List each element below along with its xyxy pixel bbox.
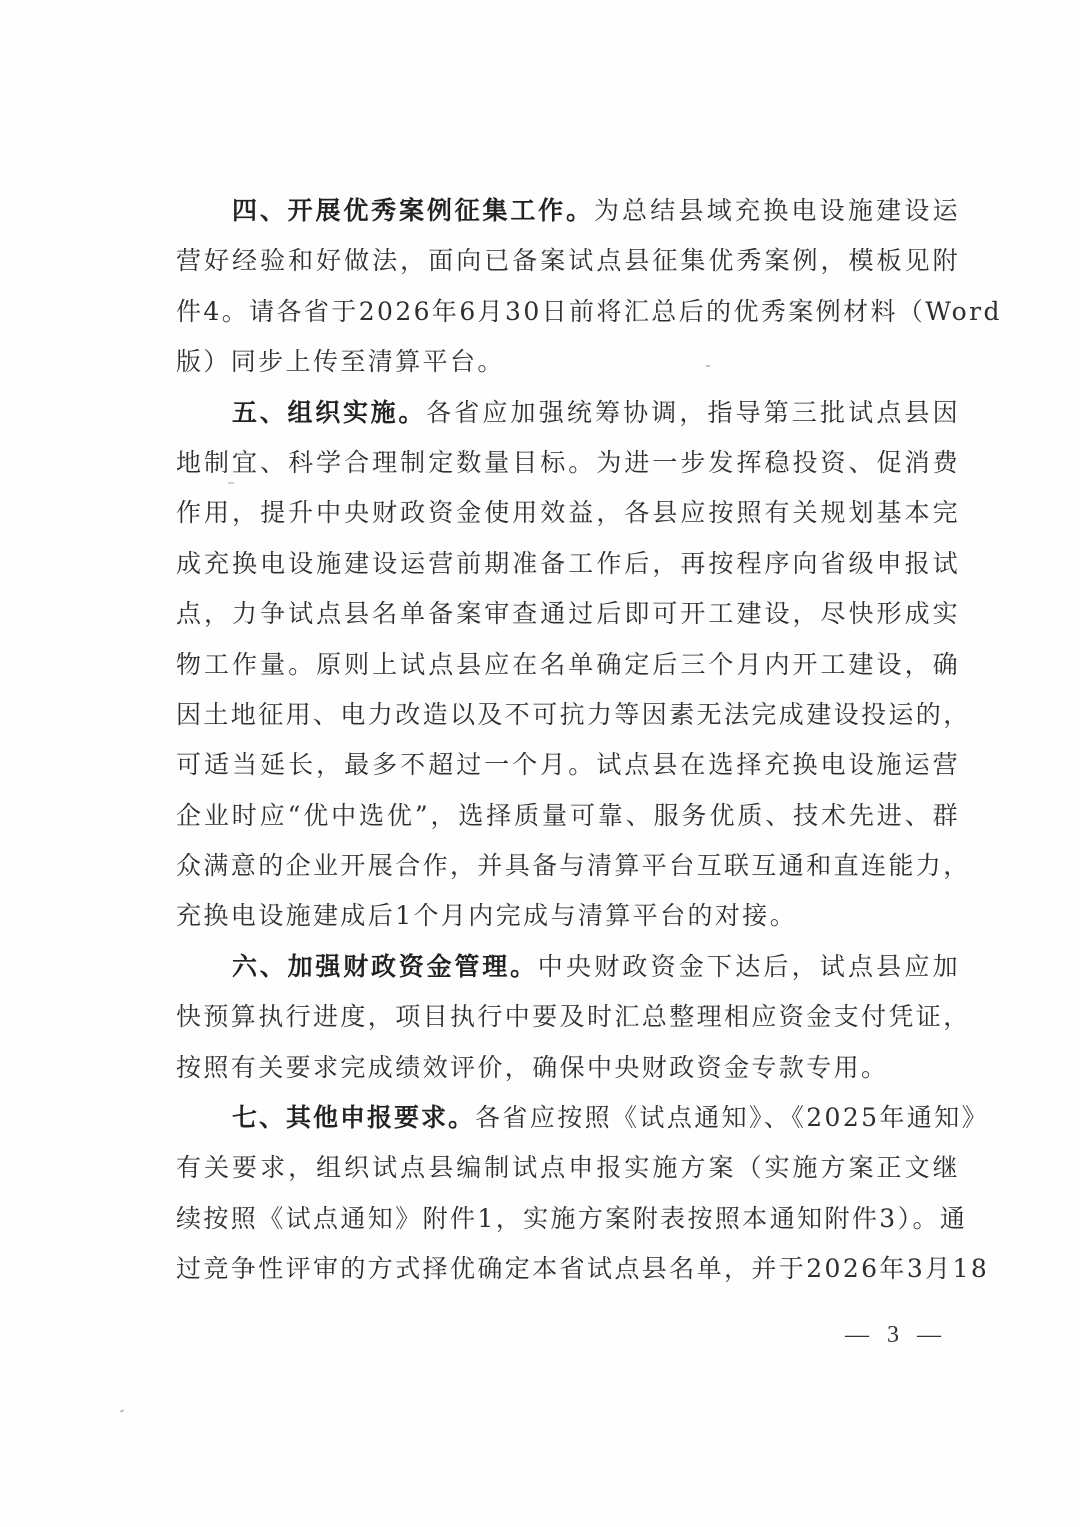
section-7-heading: 七、其他申报要求。 [232,1103,476,1133]
section-4-text: 为总结县域充换电设施建设运 [593,196,960,225]
section-7-line-4: 过竞争性评审的方式择优确定本省试点县名单，并于2026年3月18 [176,1254,990,1284]
scan-speck [706,365,710,367]
section-5-line-2: 地制宜、科学合理制定数量目标。为进一步发挥稳投资、促消费 [176,447,960,477]
section-5-line-11: 充换电设施建成后1个月内完成与清算平台的对接。 [176,901,798,931]
section-6-heading: 六、加强财政资金管理。 [232,951,538,981]
section-5-line-6: 物工作量。原则上试点县应在名单确定后三个月内开工建设，确 [176,649,960,679]
section-4-line-1 [176,186,960,236]
section-5-line-3: 作用，提升中央财政资金使用效益，各县应按照有关规划基本完 [176,498,960,528]
section-6-line-1 [176,942,960,992]
section-5-line-5: 点，力争试点县名单备案审查通过后即可开工建设，尽快形成实 [176,599,960,629]
scan-speck [228,482,234,484]
section-5-line-4: 成充换电设施建设运营前期准备工作后，再按程序向省级申报试 [176,548,960,578]
section-4-line-2: 营好经验和好做法，面向已备案试点县征集优秀案例，模板见附 [176,246,960,276]
section-7-line-1 [176,1093,990,1143]
section-7-line-2: 有关要求，组织试点县编制试点申报实施方案（实施方案正文继 [176,1153,960,1183]
section-5-line-1 [176,388,960,438]
section-7-text: 各省应按照《试点通知》、《2025年通知》 [475,1103,990,1133]
section-4-line-4: 版）同步上传至清算平台。 [176,347,505,377]
section-5-heading: 五、组织实施。 [232,397,427,427]
section-6-text: 中央财政资金下达后，试点县应加 [537,951,960,981]
section-4-line-3: 件4。请各省于2026年6月30日前将汇总后的优秀案例材料（Word [176,296,1002,326]
section-4-heading: 四、开展优秀案例征集工作。 [232,196,594,225]
section-7-line-3: 续按照《试点通知》附件1，实施方案附表按照本通知附件3）。通 [176,1203,968,1233]
section-5-line-8: 可适当延长，最多不超过一个月。试点县在选择充换电设施运营 [176,750,960,780]
section-5-line-7: 因土地征用、电力改造以及不可抗力等因素无法完成建设投运的， [176,699,971,729]
section-6-line-3: 按照有关要求完成绩效评价，确保中央财政资金专款专用。 [176,1052,889,1082]
body-text [176,186,1002,1295]
section-5-line-9: 企业时应“优中选优”，选择质量可靠、服务优质、技术先进、群 [176,800,960,830]
page-number: — 3 — [845,1322,947,1348]
section-5-text: 各省应加强统筹协调，指导第三批试点县因 [426,397,960,427]
section-6-line-2: 快预算执行进度，项目执行中要及时汇总整理相应资金支付凭证， [176,1002,971,1032]
section-5-line-10: 众满意的企业开展合作，并具备与清算平台互联互通和直连能力， [176,851,971,881]
scan-speck [120,1409,124,1413]
